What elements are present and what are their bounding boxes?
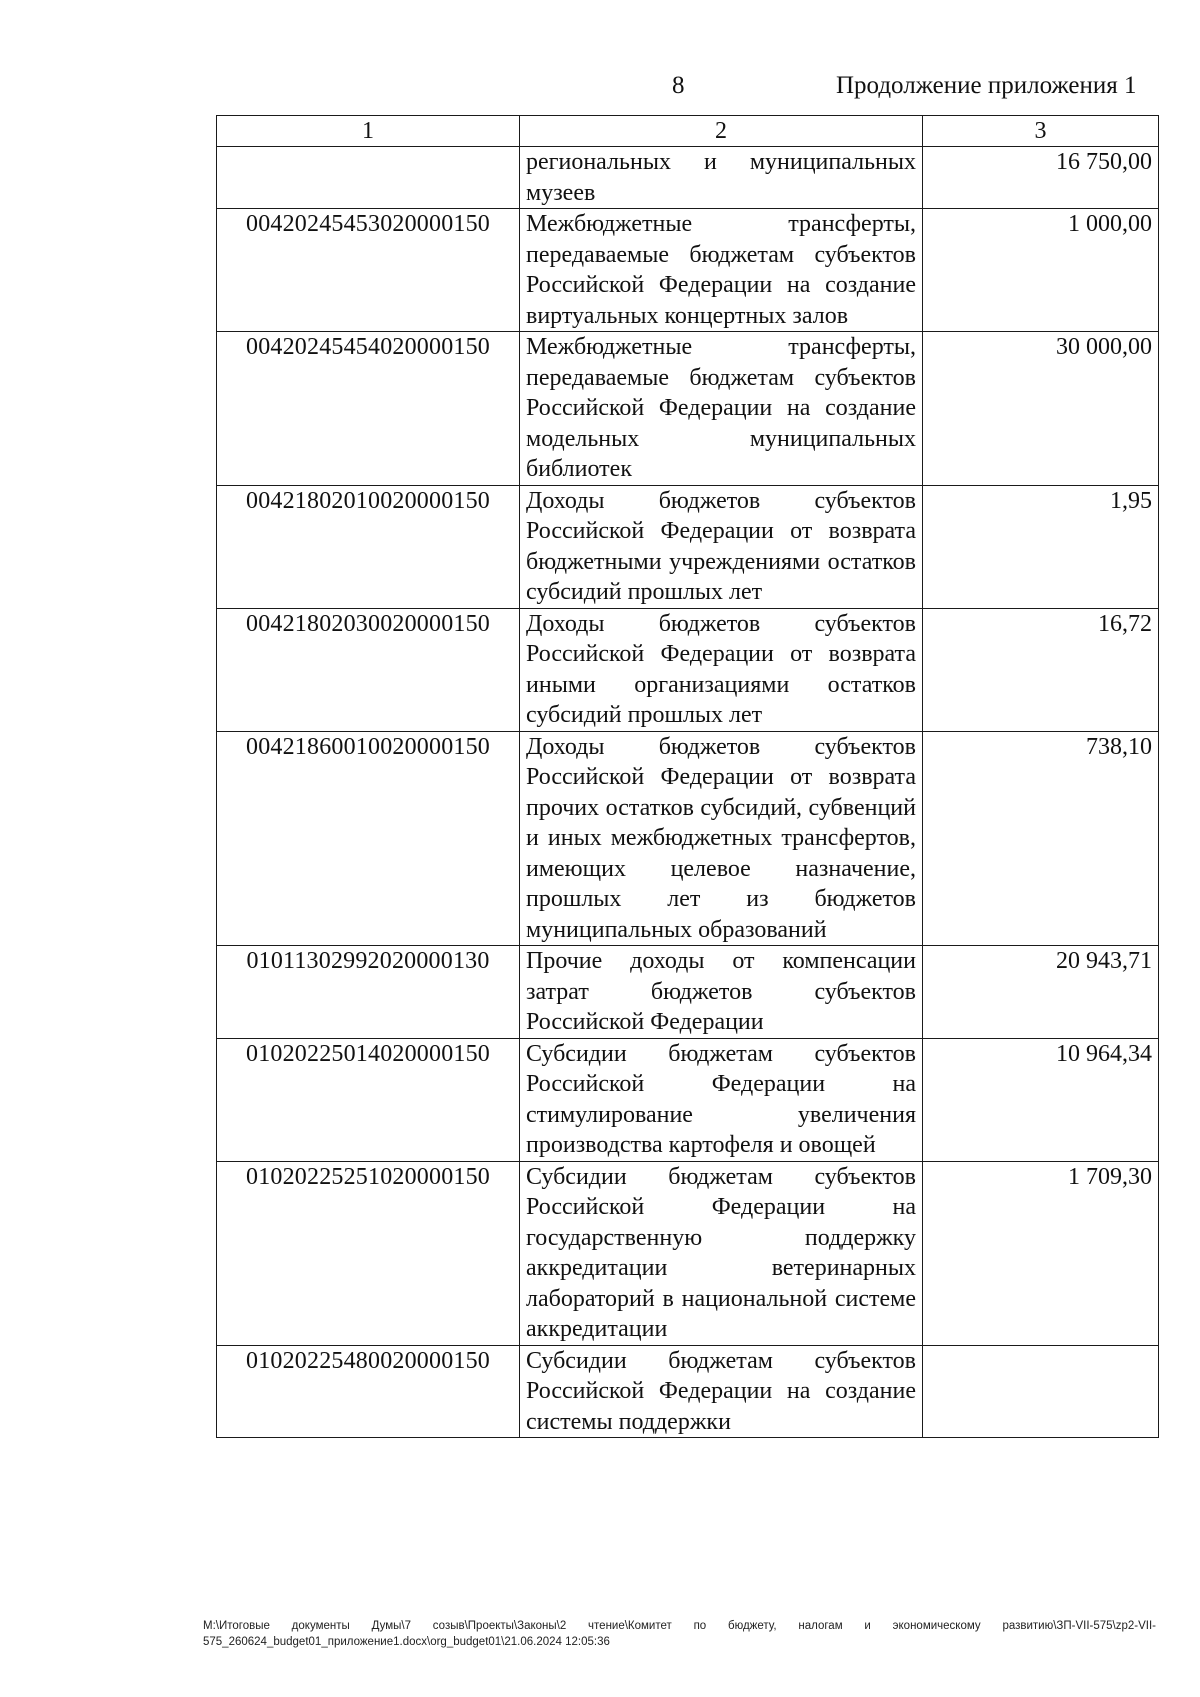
table-row <box>217 608 1159 731</box>
budget-code: 00421802030020000150 <box>217 608 520 731</box>
table-row <box>217 1345 1159 1438</box>
amount <box>923 1345 1159 1438</box>
income-description: региональных и муниципальных музеев <box>520 147 923 209</box>
table-row <box>217 485 1159 608</box>
amount: 1 000,00 <box>923 209 1159 332</box>
table-row <box>217 946 1159 1039</box>
income-description: Прочие доходы от компенсации затрат бюджетов субъектов Российской Федерации <box>520 946 923 1039</box>
budget-code: 00421802010020000150 <box>217 485 520 608</box>
amount: 10 964,34 <box>923 1038 1159 1161</box>
column-header-2: 2 <box>520 116 923 147</box>
budget-code: 01020225014020000150 <box>217 1038 520 1161</box>
income-description: Межбюджетные трансферты, передаваемые бюджетам субъектов Российской Федерации на создание модельных муниципальных библиотек <box>520 332 923 486</box>
table-row <box>217 209 1159 332</box>
table-header-row <box>217 116 1159 147</box>
table-row <box>217 332 1159 486</box>
table-row <box>217 1038 1159 1161</box>
column-header-1: 1 <box>217 116 520 147</box>
budget-code: 00420245454020000150 <box>217 332 520 486</box>
page-number: 8 <box>672 72 685 99</box>
amount: 30 000,00 <box>923 332 1159 486</box>
amount: 16 750,00 <box>923 147 1159 209</box>
amount: 16,72 <box>923 608 1159 731</box>
income-description: Доходы бюджетов субъектов Российской Федерации от возврата иными организациями остатков субсидий прошлых лет <box>520 608 923 731</box>
amount: 20 943,71 <box>923 946 1159 1039</box>
budget-table <box>216 115 1159 1438</box>
income-description: Субсидии бюджетам субъектов Российской Федерации на стимулирование увеличения производства картофеля и овощей <box>520 1038 923 1161</box>
amount: 738,10 <box>923 731 1159 946</box>
budget-code <box>217 147 520 209</box>
amount: 1 709,30 <box>923 1161 1159 1345</box>
income-description: Межбюджетные трансферты, передаваемые бюджетам субъектов Российской Федерации на создание виртуальных концертных залов <box>520 209 923 332</box>
table-row <box>217 147 1159 209</box>
budget-code: 00420245453020000150 <box>217 209 520 332</box>
income-description: Доходы бюджетов субъектов Российской Федерации от возврата прочих остатков субсидий, субвенций и иных межбюджетных трансфертов, имеющих целевое назначение, прошлых лет из бюджетов муниципальных образований <box>520 731 923 946</box>
document-file-path: M:\Итоговые документы Думы\7 созыв\Проекты\Законы\2 чтение\Комитет по бюджету, налогам и экономическому развитию\ЗП-VII-575\zp2-VII-575_260624_budget01_приложение1.docx\org_budget01\21.06.2024 12:05:36 <box>203 1620 1156 1648</box>
table-row <box>217 1161 1159 1345</box>
table-row <box>217 731 1159 946</box>
budget-code: 00421860010020000150 <box>217 731 520 946</box>
amount: 1,95 <box>923 485 1159 608</box>
income-description: Субсидии бюджетам субъектов Российской Федерации на государственную поддержку аккредитации ветеринарных лабораторий в национальной системе аккредитации <box>520 1161 923 1345</box>
income-description: Доходы бюджетов субъектов Российской Федерации от возврата бюджетными учреждениями остатков субсидий прошлых лет <box>520 485 923 608</box>
budget-code: 01020225480020000150 <box>217 1345 520 1438</box>
column-header-3: 3 <box>923 116 1159 147</box>
budget-code: 01020225251020000150 <box>217 1161 520 1345</box>
continuation-heading: Продолжение приложения 1 <box>836 72 1137 99</box>
income-description: Субсидии бюджетам субъектов Российской Федерации на создание системы поддержки <box>520 1345 923 1438</box>
budget-code: 01011302992020000130 <box>217 946 520 1039</box>
